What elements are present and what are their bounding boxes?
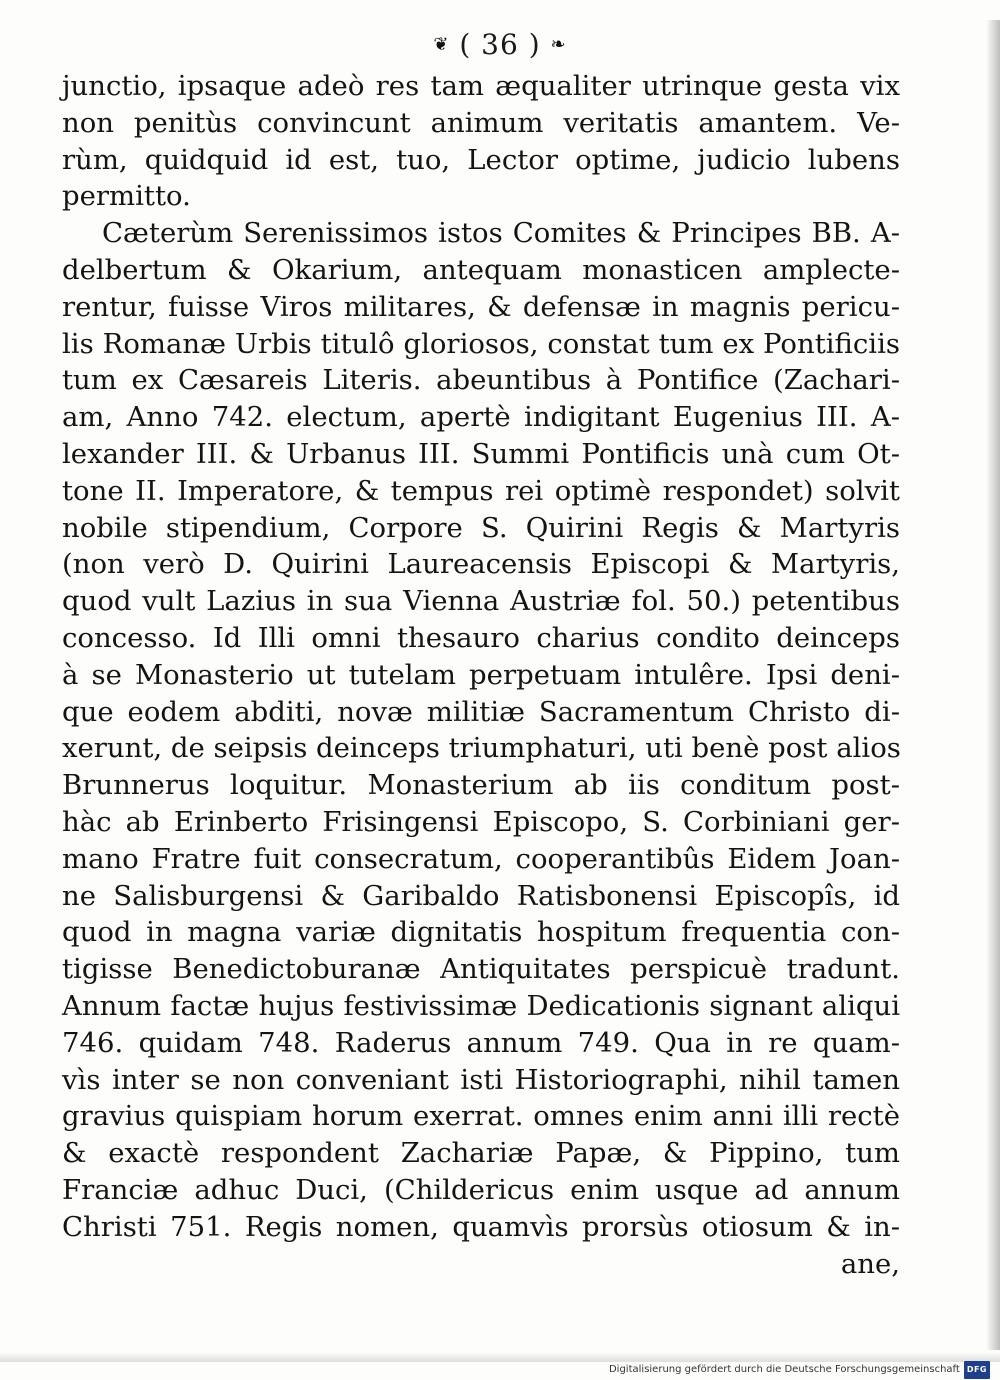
page-header	[0, 26, 1000, 61]
text-line: Annum factæ hujus festivissimæ Dedicationis signant aliqui	[62, 989, 900, 1022]
text-line: am, Anno 742. electum, apertè indigitant Eugenius III. A-	[62, 401, 900, 434]
text-line: lexander III. & Urbanus III. Summi Pontificis unà cum Ot-	[62, 437, 900, 470]
text-line: Christi 751. Regis nomen, quamvìs prorsùs otiosum & in-	[62, 1210, 900, 1243]
text-line: junctio, ipsaque adeò res tam æqualiter utrinque gesta vix	[62, 70, 900, 102]
digitization-credit	[609, 1362, 990, 1378]
text-line: delbertum & Okarium, antequam monasticen amplecte-	[62, 253, 900, 286]
credit-text: Digitalisierung gefördert durch die Deutsche Forschungsgemeinschaft	[608, 1364, 960, 1375]
text-line: vìs inter se non conveniant isti Historiographi, nihil tamen	[62, 1063, 900, 1096]
text-line: nobile stipendium, Corpore S. Quirini Regis & Martyris	[62, 511, 900, 544]
text-body	[62, 68, 900, 1282]
text-line: 746. quidam 748. Raderus annum 749. Qua in re quam-	[62, 1026, 900, 1059]
text-line: non penitùs convincunt animum veritatis amantem. Ve-	[62, 106, 900, 139]
text-line: permitto.	[62, 180, 191, 213]
text-line: à se Monasterio ut tutelam perpetuam intulêre. Ipsi deni-	[62, 658, 900, 691]
page-number: ( 36 )	[459, 28, 541, 61]
ornament-left-icon: ❦	[433, 34, 450, 55]
page-bottom-shadow	[0, 1352, 1000, 1362]
text-line: Brunnerus loquitur. Monasterium ab iis conditum post-	[62, 769, 900, 802]
page-edge-shadow	[986, 20, 1000, 1350]
text-line: (non verò D. Quirini Laureacensis Episcopi & Martyris,	[62, 548, 900, 581]
text-line: rentur, fuisse Viros militares, & defensæ in magnis pericu-	[62, 290, 900, 323]
text-line: tum ex Cæsareis Literis. abeuntibus à Pontifice (Zachari-	[62, 364, 900, 397]
text-line: ne Salisburgensi & Garibaldo Ratisbonensi Episcopîs, id	[62, 879, 900, 912]
text-line: rùm, quidquid id est, tuo, Lector optime, judicio lubens	[62, 143, 900, 176]
text-line: tone II. Imperatore, & tempus rei optimè respondet) solvit	[62, 474, 900, 507]
text-line: hàc ab Erinberto Frisingensi Episcopo, S. Corbiniani ger-	[62, 805, 900, 838]
text-line: xerunt, de seipsis deinceps triumphaturi, uti benè post alios	[62, 732, 901, 765]
text-line: tigisse Benedictoburanæ Antiquitates perspicuè tradunt.	[62, 953, 900, 986]
text-line: lis Romanæ Urbis titulô gloriosos, constat tum ex Pontificiis	[62, 327, 900, 360]
dfg-logo-icon: DFG	[964, 1361, 990, 1379]
text-line: quod vult Lazius in sua Vienna Austriæ fol. 50.) petentibus	[62, 585, 900, 618]
text-line: Franciæ adhuc Duci, (Childericus enim usque ad annum	[62, 1173, 900, 1206]
text-line: & exactè respondent Zachariæ Papæ, & Pippino, tum	[62, 1137, 900, 1170]
ornament-right-icon: ❧	[550, 34, 567, 55]
text-line: concesso. Id Illi omni thesauro charius condito deinceps	[62, 621, 900, 654]
text-line: gravius quispiam horum exerrat. omnes enim anni illi rectè	[62, 1100, 900, 1133]
text-line: que eodem abditi, novæ militiæ Sacramentum Christo di-	[62, 695, 900, 728]
text-line: Cæterùm Serenissimos istos Comites & Principes BB. A-	[102, 217, 900, 250]
text-line: mano Fratre fuit consecratum, cooperantibûs Eidem Joan-	[62, 842, 900, 875]
catchword: ane,	[840, 1247, 900, 1280]
text-line: quod in magna variæ dignitatis hospitum frequentia con-	[62, 916, 900, 949]
